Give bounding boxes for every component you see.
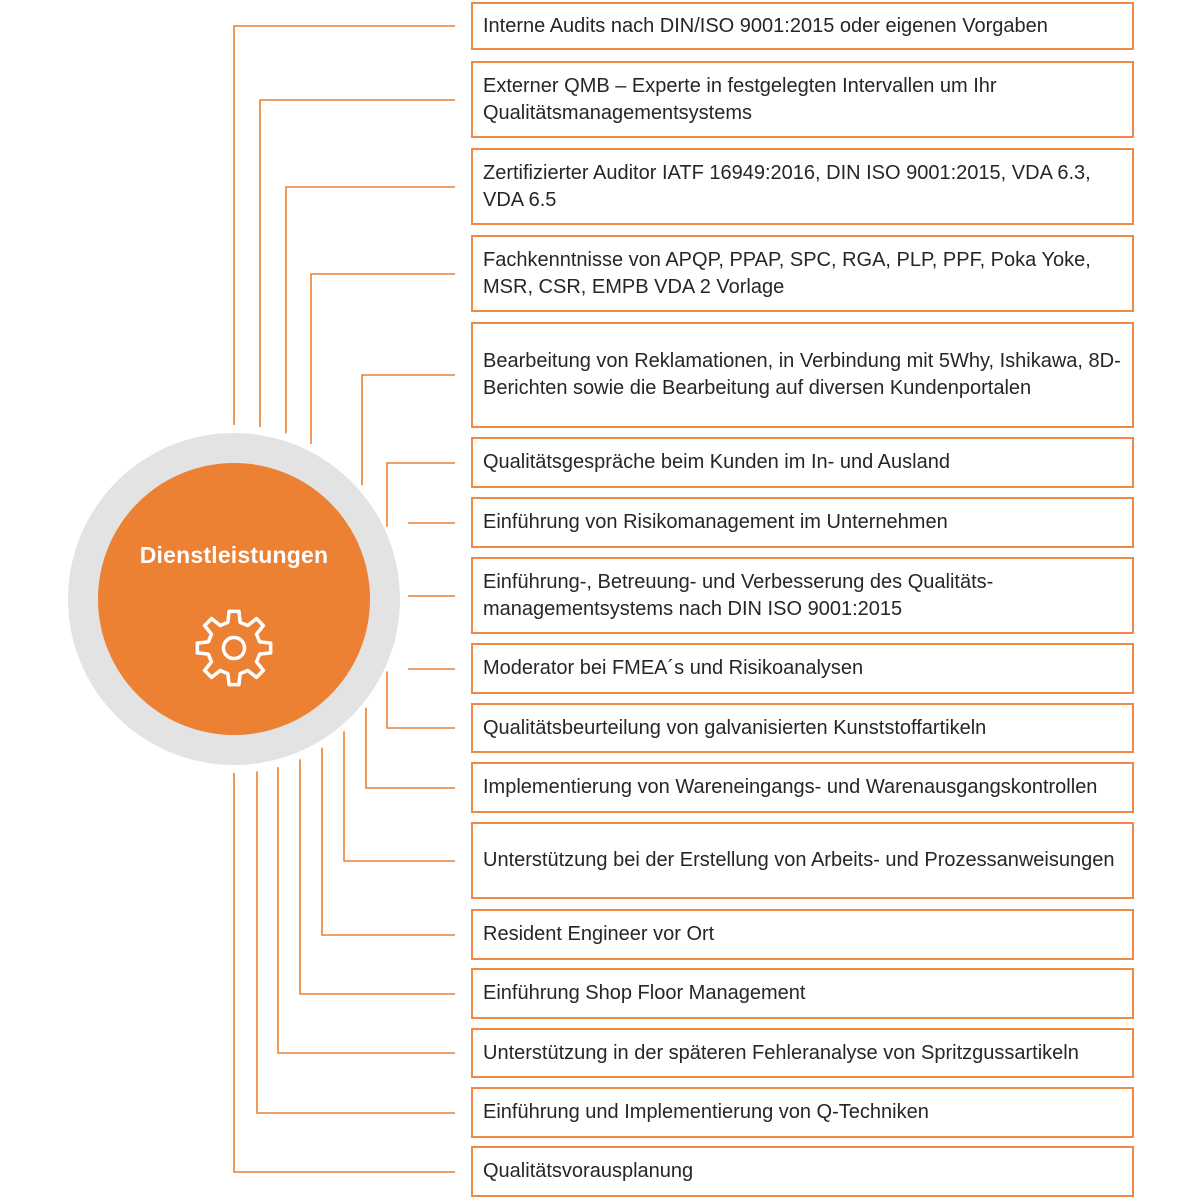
connector-line <box>311 274 455 444</box>
service-label: Einführung-, Betreuung- und Verbesserung des Qualitäts-managementsystems nach DIN ISO 9001:2015 <box>483 570 994 620</box>
hub-circle <box>98 463 370 735</box>
service-box <box>471 437 1134 488</box>
gear-icon <box>190 604 278 692</box>
connector-line <box>387 671 455 728</box>
service-label: Unterstützung bei der Erstellung von Arbeits- und Prozessanweisungen <box>483 849 1115 871</box>
service-label: Qualitätsbeurteilung von galvanisierten Kunststoffartikeln <box>483 716 987 739</box>
service-box <box>471 497 1134 548</box>
service-box <box>471 61 1134 138</box>
service-label: Moderator bei FMEA´s und Risikoanalysen <box>483 657 864 679</box>
connector-line <box>366 708 455 788</box>
service-box <box>471 822 1134 899</box>
connector-line <box>257 771 455 1113</box>
hub-title: Dienstleistungen <box>139 542 329 568</box>
connector-line <box>278 767 455 1053</box>
service-box <box>471 322 1134 428</box>
service-label: Fachkenntnisse von APQP, PPAP, SPC, RGA, PLP, PPF, Poka Yoke, MSR, CSR, EMPB VDA 2 Vorlage <box>483 248 1091 298</box>
service-box <box>471 557 1134 634</box>
service-label: Externer QMB – Experte in festgelegten Intervallen um Ihr Qualitätsmanagementsystems <box>483 74 997 124</box>
service-label: Einführung und Implementierung von Q-Techniken <box>483 1101 929 1123</box>
service-box <box>471 909 1134 960</box>
service-box <box>471 2 1134 50</box>
service-label: Qualitätsgespräche beim Kunden im In- und Ausland <box>483 451 950 473</box>
service-label: Einführung Shop Floor Management <box>483 982 806 1004</box>
service-label: Qualitätsvorausplanung <box>483 1160 694 1182</box>
service-box <box>471 1087 1134 1138</box>
connector-line <box>322 748 455 935</box>
service-label: Zertifizierter Auditor IATF 16949:2016, DIN ISO 9001:2015, VDA 6.3, VDA 6.5 <box>483 161 1091 211</box>
connector-line <box>234 26 455 425</box>
service-label: Einführung von Risikomanagement im Unternehmen <box>483 511 948 533</box>
connector-line <box>362 375 455 485</box>
service-box <box>471 968 1134 1019</box>
service-label: Interne Audits nach DIN/ISO 9001:2015 oder eigenen Vorgaben <box>483 14 1048 37</box>
service-label: Unterstützung in der späteren Fehleranalyse von Spritzgussartikeln <box>483 1041 1079 1064</box>
service-box <box>471 762 1134 813</box>
service-label: Implementierung von Wareneingangs- und Warenausgangskontrollen <box>483 776 1098 798</box>
connector-line <box>387 463 455 527</box>
service-box <box>471 1028 1134 1078</box>
connector-line <box>344 731 455 861</box>
service-label: Resident Engineer vor Ort <box>483 923 715 945</box>
service-label: Bearbeitung von Reklamationen, in Verbindung mit 5Why, Ishikawa, 8D-Berichten sowie die Bearbeitung auf diversen Kundenportalen <box>483 350 1121 399</box>
service-box <box>471 148 1134 225</box>
service-box <box>471 1146 1134 1197</box>
service-box <box>471 235 1134 312</box>
service-box <box>471 643 1134 694</box>
connector-line <box>300 759 455 994</box>
service-box <box>471 703 1134 753</box>
connector-line <box>260 100 455 427</box>
